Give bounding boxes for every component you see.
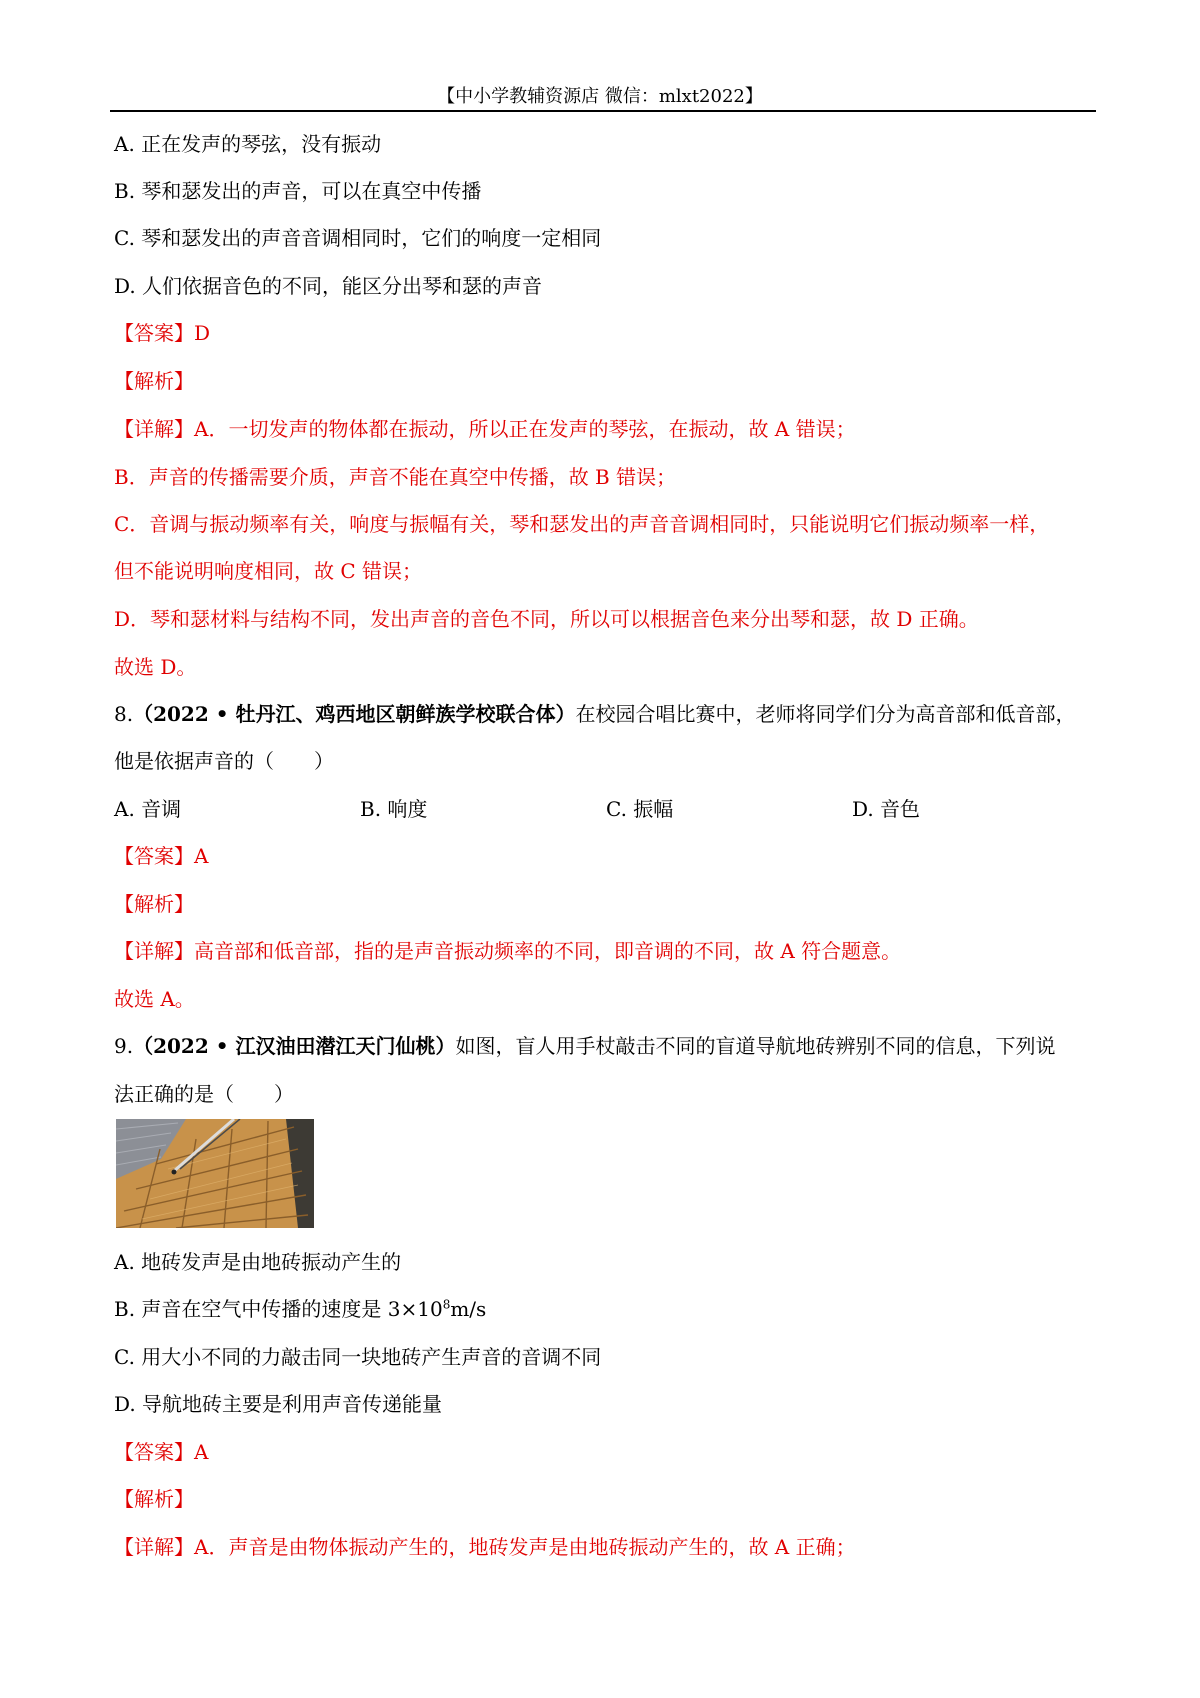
q8-options <box>114 793 1104 822</box>
answer-label: 【答案】 <box>114 321 194 345</box>
q9-option-a: A. 地砖发声是由地砖振动产生的 <box>114 1250 402 1274</box>
q8-option-d: D. 音色 <box>852 797 921 821</box>
q9-option-d: D. 导航地砖主要是利用声音传递能量 <box>114 1392 443 1416</box>
detail-text: A．一切发声的物体都在振动，所以正在发声的琴弦，在振动，故 A 错误； <box>194 417 856 441</box>
q8-analysis-label: 【解析】 <box>114 892 194 916</box>
q7-option-b: B. 琴和瑟发出的声音，可以在真空中传播 <box>114 179 482 203</box>
detail-label: 【详解】 <box>114 1535 194 1559</box>
q9-analysis-label: 【解析】 <box>114 1487 194 1511</box>
q9-option-b-unit: m/s <box>450 1297 487 1321</box>
q9-option-b <box>114 1293 1104 1322</box>
answer-value: A <box>194 844 209 868</box>
q7-detail-line-4: 但不能说明响度相同，故 C 错误； <box>114 559 423 583</box>
q7-option-d: D. 人们依据音色的不同，能区分出琴和瑟的声音 <box>114 274 543 298</box>
q8-source: （2022 • 牡丹江、鸡西地区朝鲜族学校联合体） <box>133 702 576 726</box>
answer-value: D <box>194 321 211 345</box>
q8-stem-line-1 <box>114 698 1104 727</box>
detail-text: A．声音是由物体振动产生的，地砖发声是由地砖振动产生的，故 A 正确； <box>194 1535 856 1559</box>
q9-option-b-text: B. 声音在空气中传播的速度是 3×10 <box>114 1297 443 1321</box>
q7-option-c: C. 琴和瑟发出的声音音调相同时，它们的响度一定相同 <box>114 226 602 250</box>
answer-label: 【答案】 <box>114 1440 194 1464</box>
q8-option-c: C. 振幅 <box>606 797 674 821</box>
q8-detail <box>114 935 1104 964</box>
q7-detail-line-3: C．音调与振动频率有关，响度与振幅有关，琴和瑟发出的声音音调相同时，只能说明它们振动频率一样， <box>114 512 1050 536</box>
q9-stem: 如图，盲人用手杖敲击不同的盲道导航地砖辨别不同的信息，下列说 <box>455 1034 1056 1058</box>
q9-detail <box>114 1531 1104 1560</box>
answer-label: 【答案】 <box>114 844 194 868</box>
tactile-paving-photo <box>116 1119 314 1228</box>
header-divider <box>110 110 1096 112</box>
q9-stem-line-2: 法正确的是（ ） <box>114 1082 294 1106</box>
q8-stem: 在校园合唱比赛中，老师将同学们分为高音部和低音部， <box>575 702 1076 726</box>
detail-label: 【详解】 <box>114 939 194 963</box>
q8-stem-line-2: 他是依据声音的（ ） <box>114 749 334 773</box>
q8-conclusion: 故选 A。 <box>114 987 195 1011</box>
q9-answer <box>114 1436 1104 1465</box>
q7-conclusion: 故选 D。 <box>114 655 197 679</box>
q8-number: 8. <box>114 702 134 726</box>
q9-option-c: C. 用大小不同的力敲击同一块地砖产生声音的音调不同 <box>114 1345 602 1369</box>
detail-text: 高音部和低音部，指的是声音振动频率的不同，即音调的不同，故 A 符合题意。 <box>194 939 902 963</box>
answer-value: A <box>194 1440 209 1464</box>
detail-label: 【详解】 <box>114 417 194 441</box>
q9-number: 9. <box>114 1034 134 1058</box>
page-header: 【中小学教辅资源店 微信：mlxt2022】 <box>437 86 763 107</box>
q9-source: （2022 • 江汉油田潜江天门仙桃） <box>133 1034 456 1058</box>
q8-option-a: A. 音调 <box>114 797 182 821</box>
q7-answer <box>114 317 1104 346</box>
q9-option-b-exponent: 8 <box>442 1297 451 1312</box>
q7-option-a: A. 正在发声的琴弦，没有振动 <box>114 132 382 156</box>
q8-answer <box>114 840 1104 869</box>
q8-option-b: B. 响度 <box>360 797 428 821</box>
q9-stem-line-1 <box>114 1030 1104 1059</box>
q7-analysis-label: 【解析】 <box>114 369 194 393</box>
q7-detail-line-1 <box>114 413 1104 442</box>
q7-detail-line-5: D．琴和瑟材料与结构不同，发出声音的音色不同，所以可以根据音色来分出琴和瑟，故 D 正确。 <box>114 607 979 631</box>
q7-detail-line-2: B．声音的传播需要介质，声音不能在真空中传播，故 B 错误； <box>114 465 677 489</box>
